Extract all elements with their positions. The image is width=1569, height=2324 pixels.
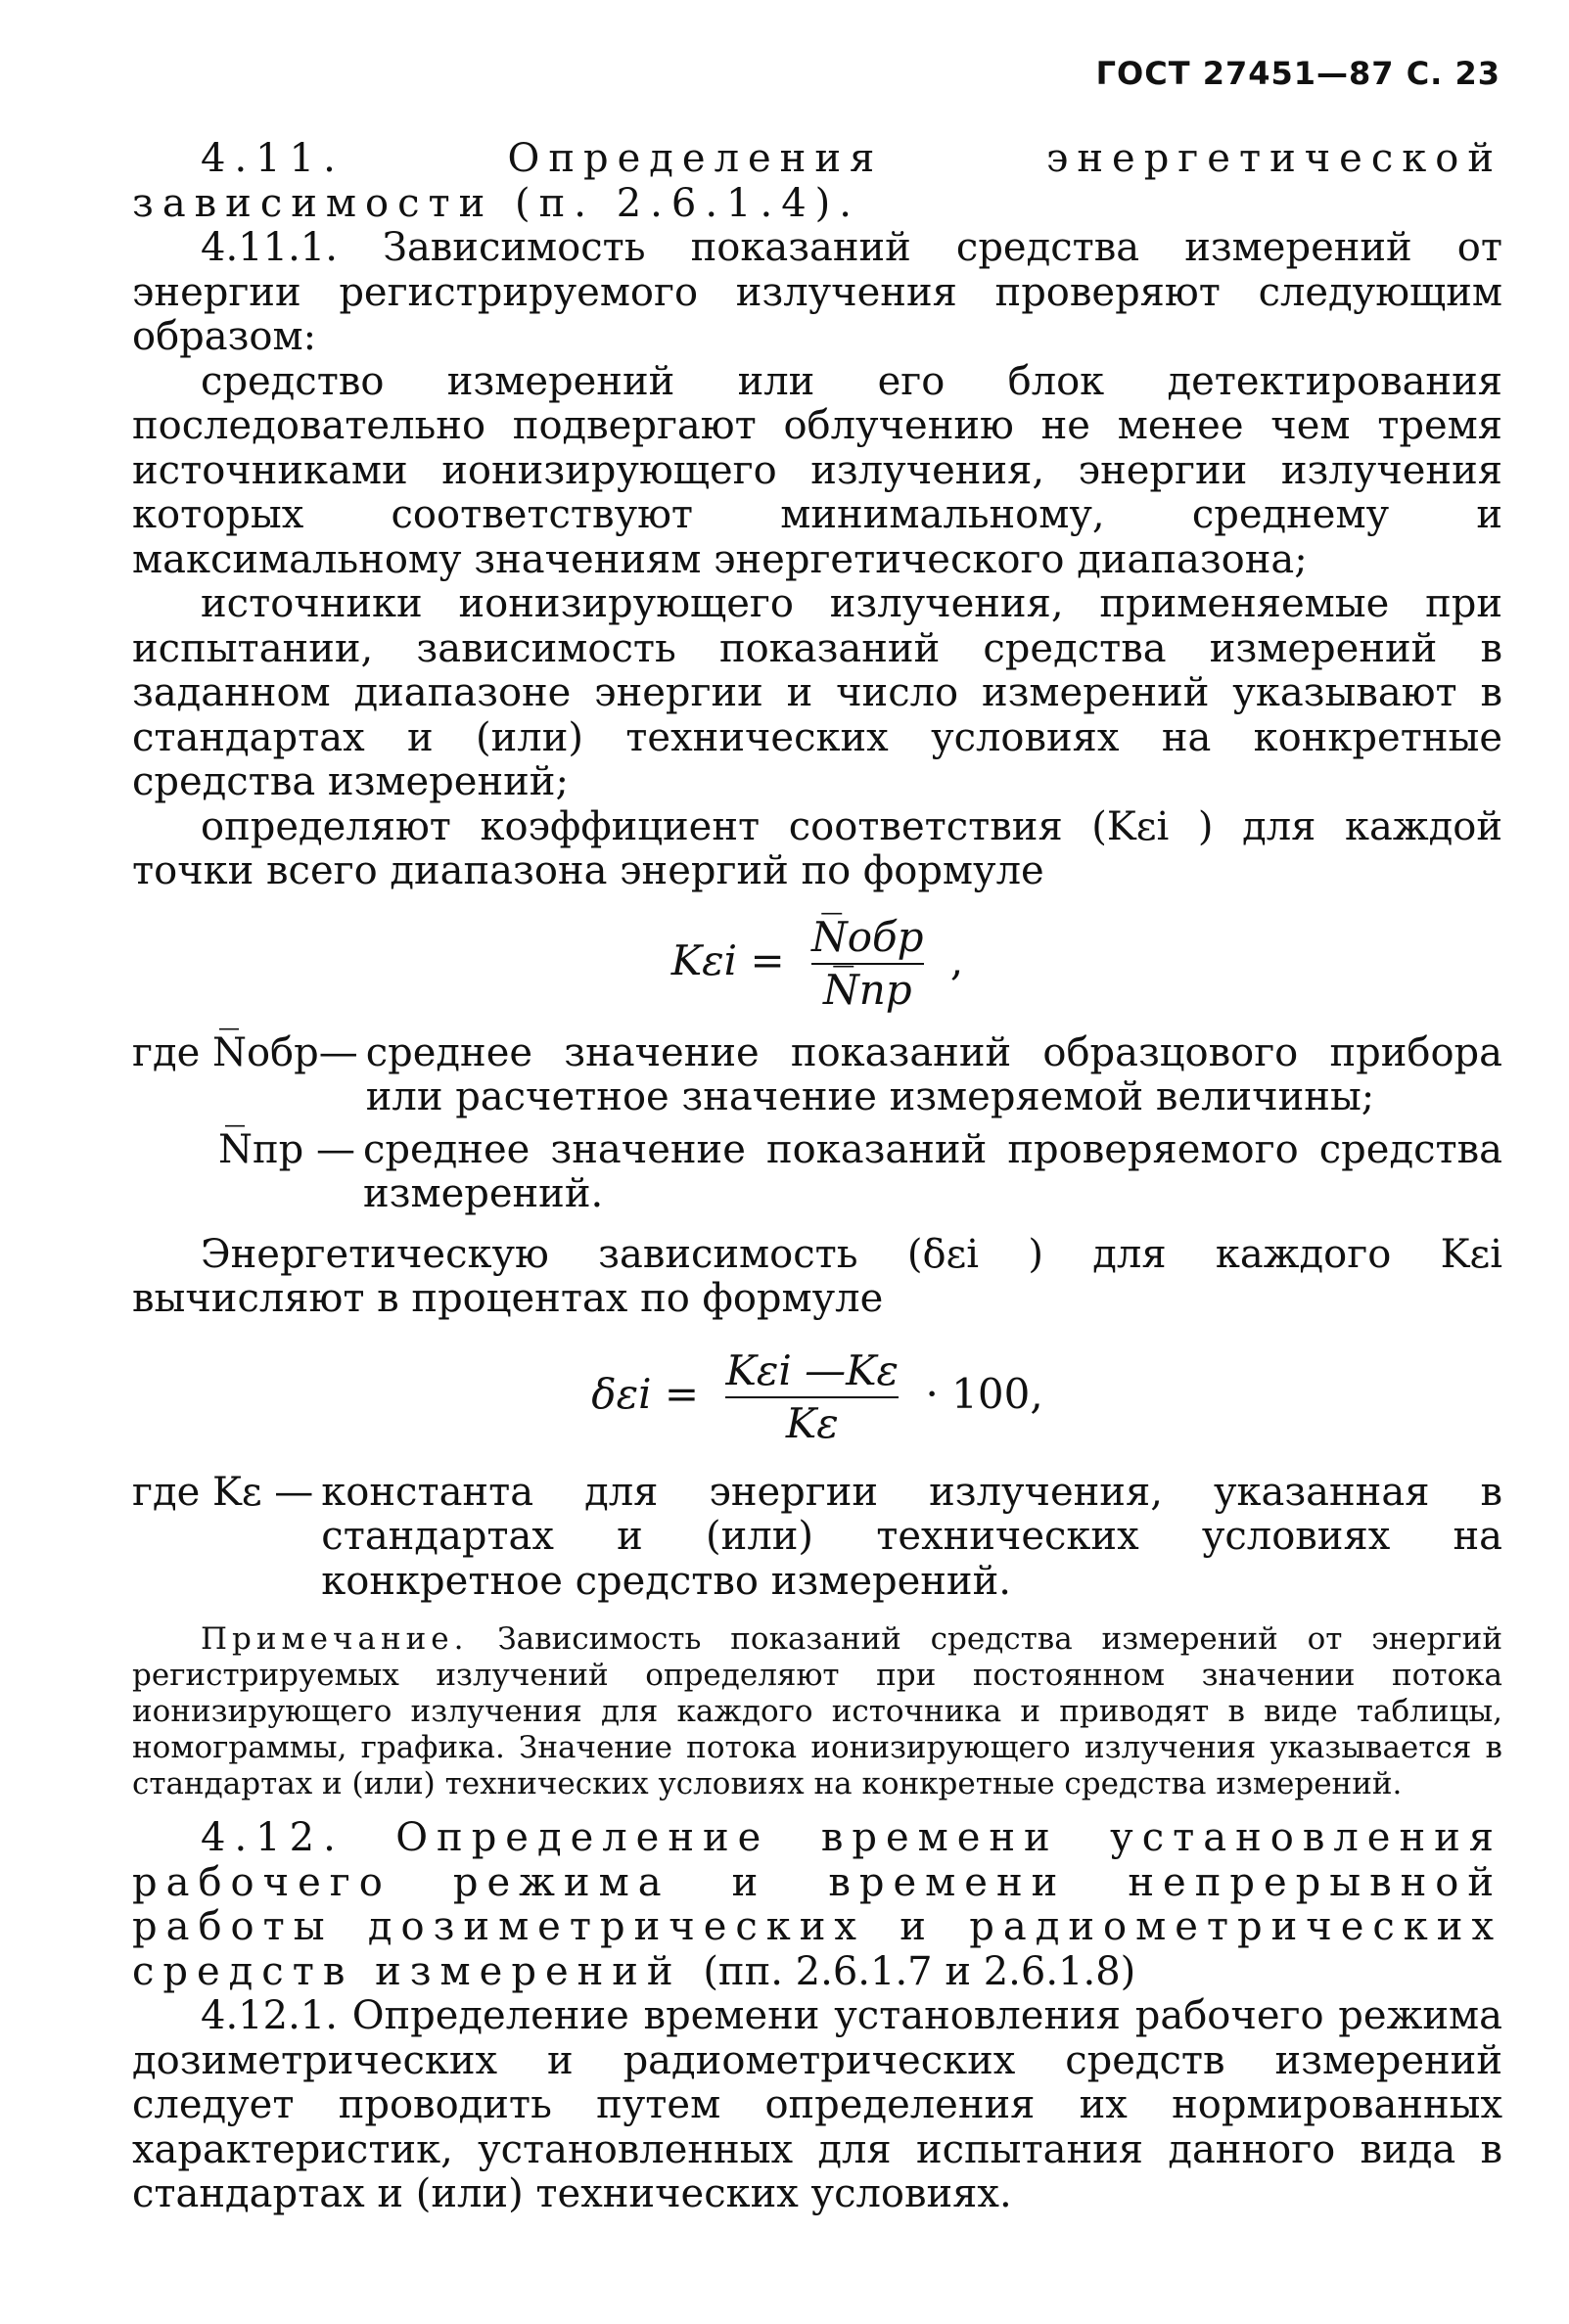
where-block-1b (132, 1128, 1502, 1217)
formula-coefficient-denominator: N̅пр (822, 965, 912, 1014)
section-4-11-title: 4.11. Определения энергетической зависимости (п. 2.6.1.4). (132, 136, 1502, 226)
formula-coefficient-eq: = (750, 935, 785, 984)
formula-energy-denominator: Kε (785, 1398, 839, 1447)
formula-energy-lhs: δεi (591, 1369, 652, 1418)
where-label-nobr: где N̅обр— (132, 1029, 358, 1075)
page-content (132, 137, 1502, 2217)
paragraph-4-12-1: 4.12.1. Определение времени установления рабочего режима дозиметрических и радиометрических средств измерений следует проводить путем определения их нормированных характеристик, установленных для испытания данного вида в стандартах и (или) технических условиях. (132, 1993, 1502, 2216)
formula-coefficient-fraction (811, 914, 924, 1014)
where-text-ke: константа для энергии излучения, указанная в стандартах и (или) технических условиях на конкретное средство измерений. (321, 1469, 1502, 1604)
paragraph-coefficient: определяют коэффициент соответствия (Kεi ) для каждой точки всего диапазона энергий по формуле (132, 803, 1502, 893)
where-label-npr: N̅пр — (218, 1126, 355, 1172)
note-text: Зависимость показаний средства измерений от энергий регистрируемых излучений определяют при постоянном значении потока ионизирующего излучения для каждого источника и приводят в виде таблицы, номограммы, графика. Значение потока ионизирующего излучения указывается в стандартах и (или) технических условиях на конкретные средства измерений. (132, 1621, 1502, 1801)
note-label: Примечание. (201, 1621, 469, 1657)
formula-energy-dependence (132, 1347, 1502, 1447)
section-4-12-title-ref: (пп. 2.6.1.7 и 2.6.1.8) (703, 1948, 1136, 1994)
formula-energy-fraction (725, 1347, 899, 1447)
formula-energy-tail: · 100, (925, 1369, 1043, 1418)
formula-coefficient (132, 914, 1502, 1014)
fraction-bar (811, 963, 924, 965)
where-block-2 (132, 1471, 1502, 1605)
paragraph-irradiation: средство измерений или его блок детектирования последовательно подвергают облучению не менее чем тремя источниками ионизирующего излучения, энергии излучения которых соответствуют минимальному, среднему и максимальному значениям энергетического диапазона; (132, 358, 1502, 582)
where-label-ke: где Kε — (132, 1469, 314, 1515)
section-4-12-title-text: 4.12. Определение времени установления рабочего режима и времени непрерывной работы дозиметрических и радиометрических средств измерений (132, 1815, 1502, 1994)
formula-coefficient-numerator: N̅обр (811, 912, 924, 961)
formula-coefficient-lhs: Kεi (670, 935, 738, 984)
running-header: ГОСТ 27451—87 С. 23 (1095, 55, 1500, 92)
formula-energy-numerator: Kεi —Kε (725, 1345, 900, 1394)
formula-energy-eq: = (664, 1369, 700, 1418)
paragraph-4-11-1: 4.11.1. Зависимость показаний средства измерений от энергии регистрируемого излучения проверяют следующим образом: (132, 225, 1502, 359)
paragraph-sources: источники ионизирующего излучения, применяемые при испытании, зависимость показаний средства измерений в заданном диапазоне энергии и число измерений указывают в стандартах и (или) технических условиях на конкретные средства измерений; (132, 581, 1502, 804)
where-text-npr: среднее значение показаний проверяемого средства измерений. (362, 1126, 1502, 1216)
section-4-12-title (132, 1816, 1502, 1994)
note-block (132, 1621, 1502, 1802)
formula-coefficient-tail: , (949, 935, 964, 984)
where-text-nobr: среднее значение показаний образцового прибора или расчетное значение измеряемой величины; (365, 1029, 1502, 1119)
paragraph-energy-dependence: Энергетическую зависимость (δεi ) для каждого Kεi вычисляют в процентах по формуле (132, 1231, 1502, 1321)
where-block-1 (132, 1031, 1502, 1120)
fraction-bar (725, 1396, 899, 1398)
